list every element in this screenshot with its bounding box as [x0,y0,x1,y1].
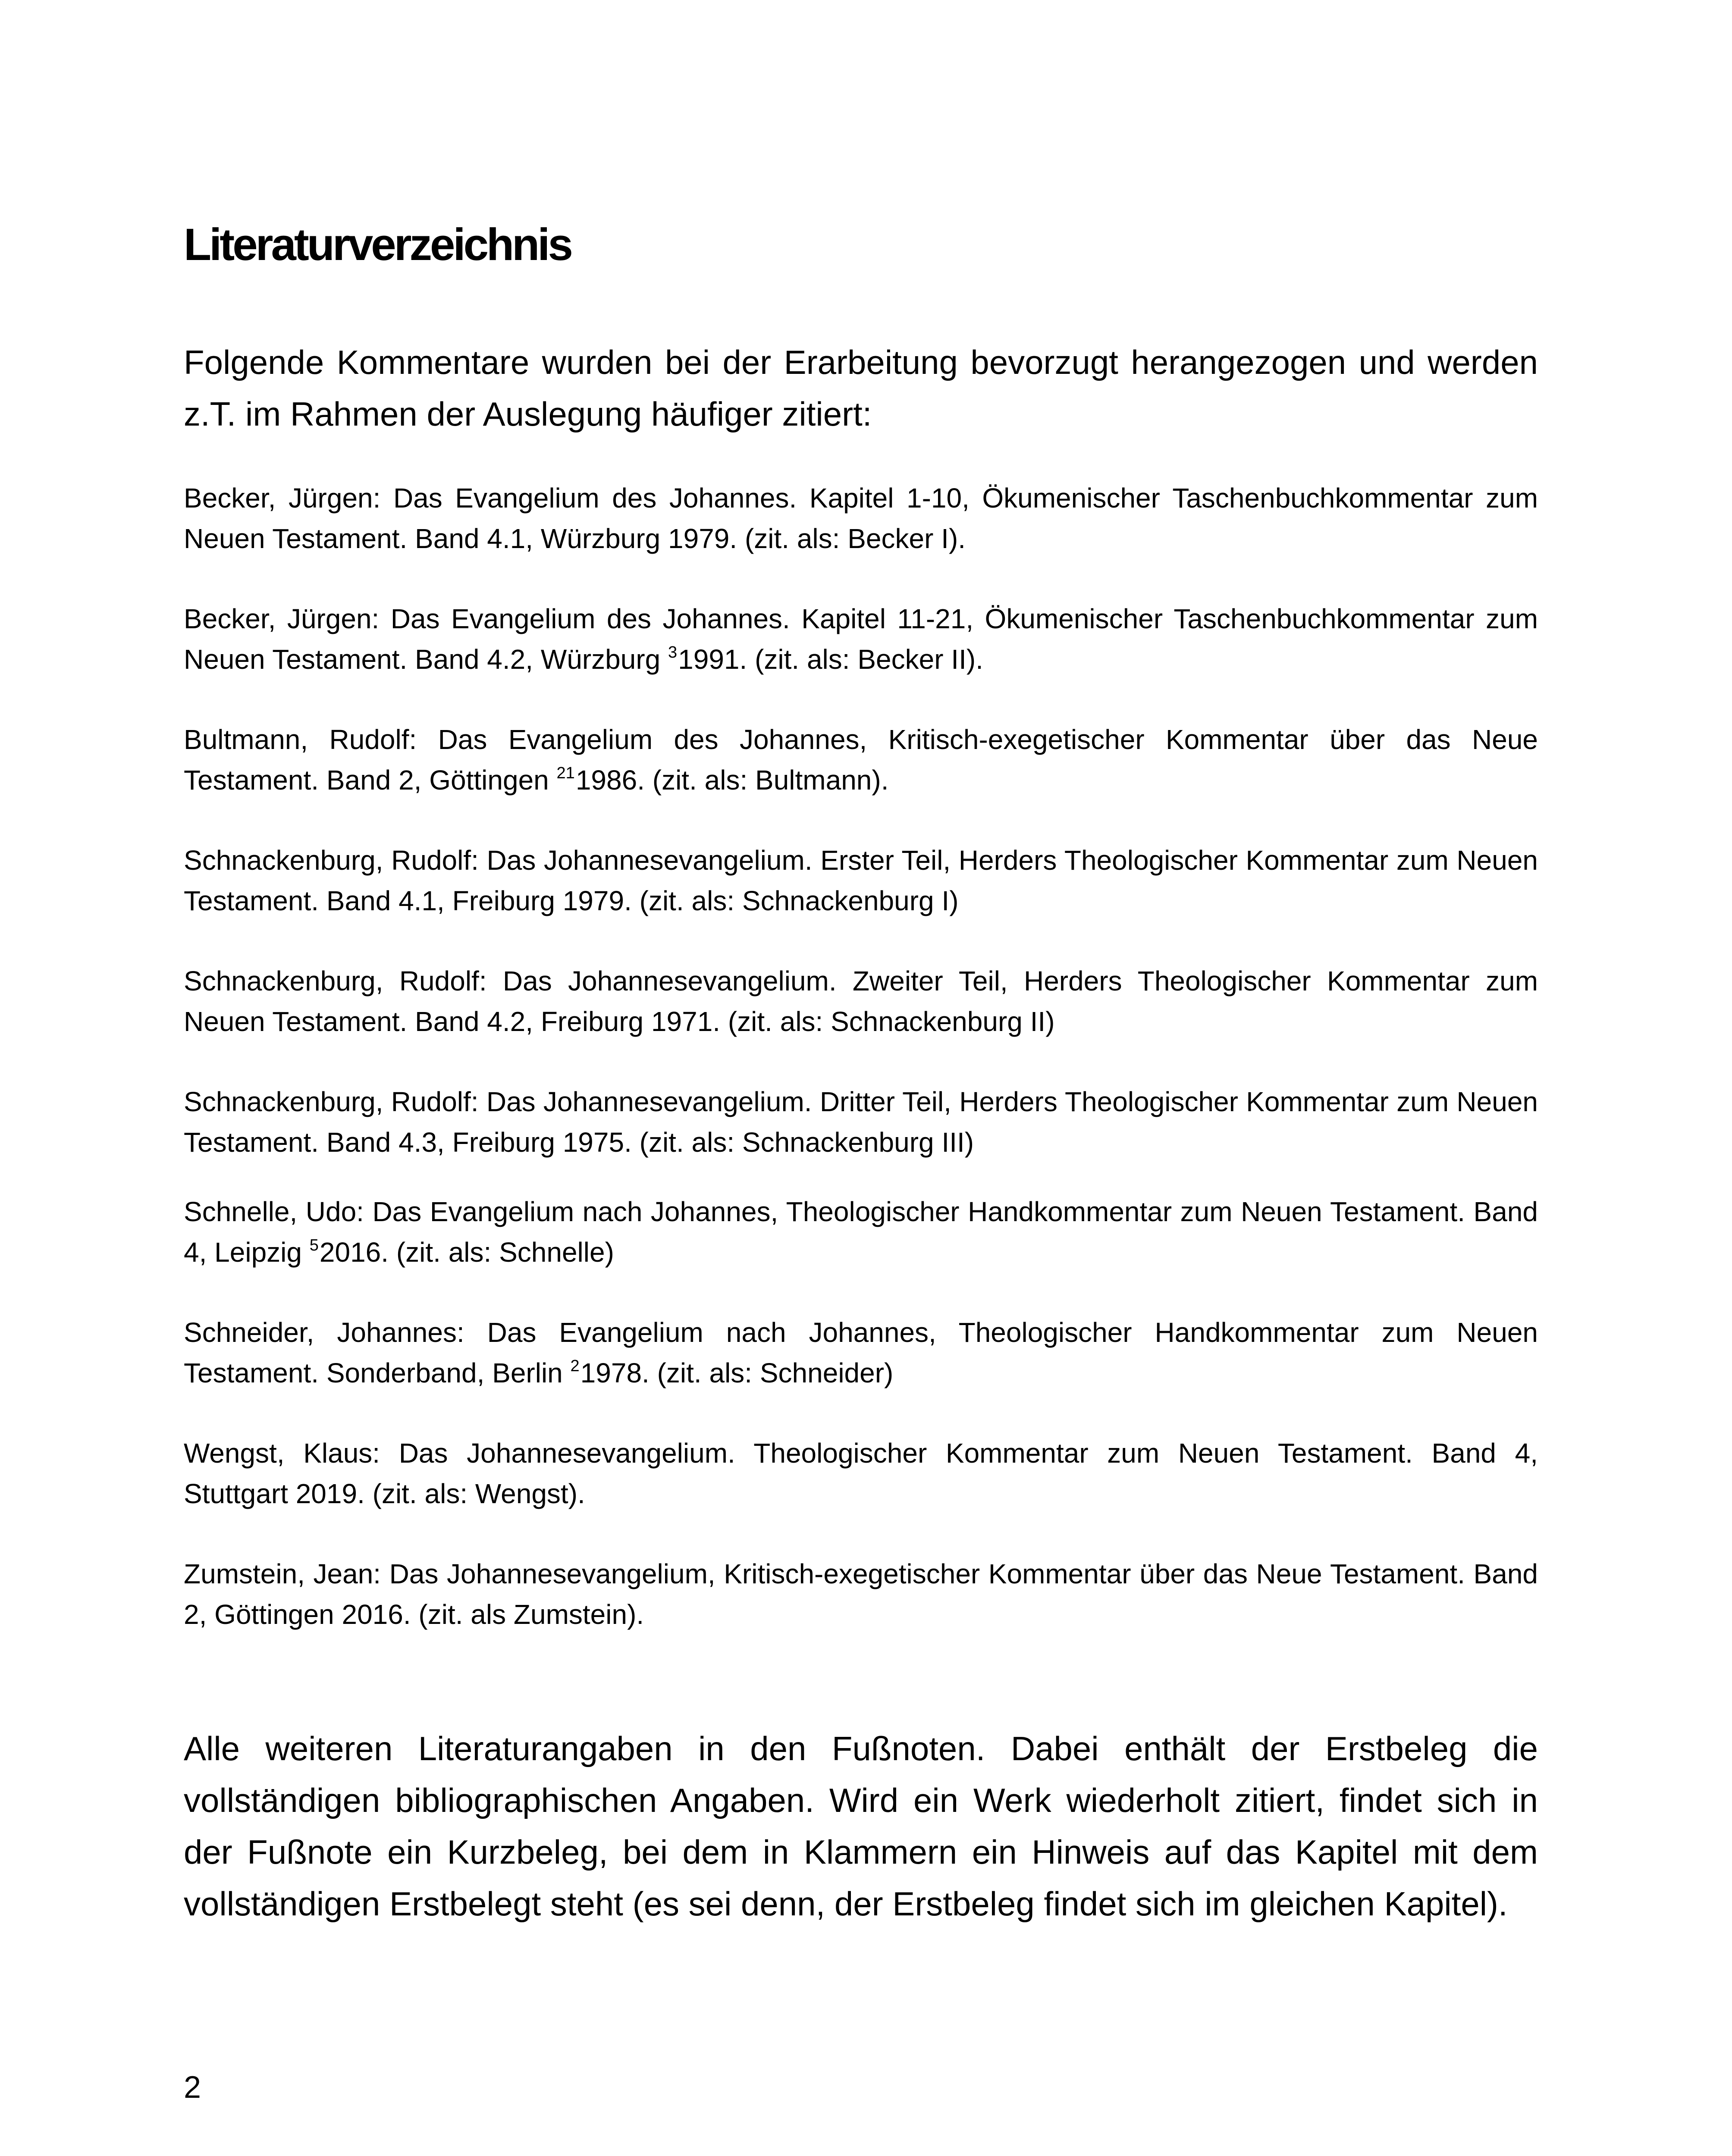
bibliography-entry [184,1312,1538,1393]
entry-text: Schnackenburg, Rudolf: Das Johannesevangelium. Zweiter Teil, Herders Theologischer Kommentar zum Neuen Testament. Band 4.2, Freiburg 1971. (zit. als: Schnackenburg II) [184,965,1538,1037]
bibliography-entry [184,1191,1538,1272]
entry-text-continued: 1991. (zit. als: Becker II). [678,644,983,675]
entry-text: Becker, Jürgen: Das Evangelium des Johannes. Kapitel 1-10, Ökumenischer Taschenbuchkommentar zum Neuen Testament. Band 4.1, Würzburg 1979. (zit. als: Becker I). [184,483,1538,554]
entry-text-continued: 1978. (zit. als: Schneider) [580,1357,894,1388]
entry-text: Becker, Jürgen: Das Evangelium des Johannes. Kapitel 11-21, Ökumenischer Taschenbuchkommentar zum Neuen Testament. Band 4.2, Würzburg [184,603,1538,675]
bibliography-entry [184,1554,1538,1635]
edition-superscript: 2 [570,1357,580,1375]
bibliography-entry [184,961,1538,1042]
bibliography-entry [184,840,1538,921]
entry-text-continued: 1986. (zit. als: Bultmann). [575,765,889,796]
closing-paragraph: Alle weiteren Literaturangaben in den Fußnoten. Dabei enthält der Erstbeleg die vollständigen bibliographischen Angaben. Wird ein Werk wiederholt zitiert, findet sich in der Fußnote ein Kurzbeleg, bei dem in Klammern ein Hinweis auf das Kapitel mit dem vollständigen Erstbelegt steht (es sei denn, der Erstbeleg findet sich im gleichen Kapitel). [184,1730,1538,1923]
intro-paragraph: Folgende Kommentare wurden bei der Erarbeitung bevorzugt herangezogen und werden z.T. im Rahmen der Auslegung häufiger zitiert: [184,343,1538,433]
bibliography-entry [184,478,1538,559]
edition-superscript: 5 [309,1236,319,1254]
entry-text: Schnelle, Udo: Das Evangelium nach Johannes, Theologischer Handkommentar zum Neuen Testament. Band 4, Leipzig [184,1196,1538,1268]
bibliography-entry [184,719,1538,800]
bibliography-entry [184,1081,1538,1163]
bibliography-entry [184,599,1538,680]
entry-text: Zumstein, Jean: Das Johannesevangelium, Kritisch-exegetischer Kommentar über das Neue Testament. Band 2, Göttingen 2016. (zit. als Zumstein). [184,1558,1538,1630]
entry-text: Schnackenburg, Rudolf: Das Johannesevangelium. Erster Teil, Herders Theologischer Kommentar zum Neuen Testament. Band 4.1, Freiburg 1979. (zit. als: Schnackenburg I) [184,845,1538,916]
entry-text: Wengst, Klaus: Das Johannesevangelium. Theologischer Kommentar zum Neuen Testament. Band 4, Stuttgart 2019. (zit. als: Wengst). [184,1438,1538,1509]
entry-text-continued: 2016. (zit. als: Schnelle) [319,1237,614,1268]
bibliography-entry [184,1433,1538,1514]
entry-text: Schneider, Johannes: Das Evangelium nach Johannes, Theologischer Handkommentar zum Neuen Testament. Sonderband, Berlin [184,1317,1538,1388]
entry-text: Bultmann, Rudolf: Das Evangelium des Johannes, Kritisch-exegetischer Kommentar über das Neue Testament. Band 2, Göttingen [184,724,1538,796]
page-number: 2 [184,2070,201,2105]
page-title: Literaturverzeichnis [184,219,571,270]
edition-superscript: 3 [668,643,678,661]
edition-superscript: 21 [556,764,575,782]
entry-text: Schnackenburg, Rudolf: Das Johannesevangelium. Dritter Teil, Herders Theologischer Kommentar zum Neuen Testament. Band 4.3, Freiburg 1975. (zit. als: Schnackenburg III) [184,1086,1538,1158]
